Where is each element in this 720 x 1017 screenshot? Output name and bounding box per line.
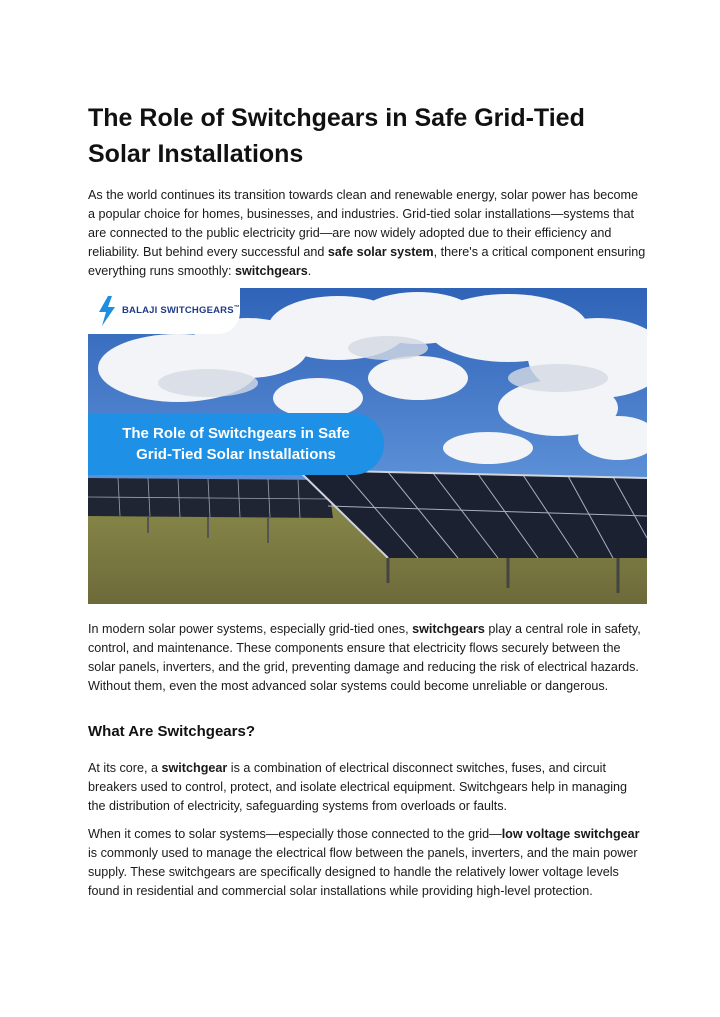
para2-text-1: In modern solar power systems, especially grid-tied ones, — [88, 622, 413, 636]
paragraph-definition — [88, 759, 648, 816]
intro-text-3: . — [307, 264, 312, 278]
para3-text-1: At its core, a — [88, 761, 162, 775]
banner-line-1: The Role of Switchgears in Safe — [122, 425, 350, 442]
intro-bold-switchgears: switchgears — [235, 264, 308, 278]
para4-bold-low-voltage-switchgear: low voltage switchgear — [501, 827, 640, 841]
paragraph-role — [88, 620, 648, 696]
brand-name: BALAJI SWITCHGEARS™ — [121, 305, 240, 317]
brand-logo — [88, 288, 240, 334]
para3-bold-switchgear: switchgear — [161, 761, 228, 775]
intro-text-2: , there's a critical component ensuring everything runs smoothly: — [88, 245, 646, 278]
section-heading: What Are Switchgears? — [88, 723, 255, 740]
para4-text-1: When it comes to solar systems—especially those connected to the grid— — [88, 827, 502, 841]
lightning-logo-icon — [96, 296, 118, 326]
banner-line-2: Grid-Tied Solar Installations — [136, 446, 336, 463]
page-title: The Role of Switchgears in Safe Grid-Tied Solar Installations — [88, 104, 585, 168]
para2-bold-switchgears: switchgears — [412, 622, 485, 636]
intro-text-1: As the world continues its transition towards clean and renewable energy, solar power has become a popular choice for homes, businesses, and industries. Grid-tied solar installations—systems that are connected to the public electricity grid—are now widely adopted due to their efficiency and reliability. But behind every successful and — [88, 188, 638, 259]
para3-text-2: is a combination of electrical disconnect switches, fuses, and circuit breakers used to control, protect, and isolate electrical equipment. Switchgears help in managing the distribution of electricity, safeguarding systems from overloads or faults. — [88, 761, 628, 813]
paragraph-low-voltage — [88, 825, 648, 901]
hero-image — [88, 288, 647, 604]
para2-text-2: play a central role in safety, control, and maintenance. These components ensure that electricity flows securely between the solar panels, inverters, and the grid, preventing damage and reducing the risk of electrical hazards. Without them, even the most advanced solar systems could become unreliable or dangerous. — [88, 622, 641, 693]
intro-bold-safe-solar-system: safe solar system — [327, 245, 434, 259]
hero-banner — [88, 413, 384, 475]
intro-paragraph — [88, 186, 648, 281]
para4-text-2: is commonly used to manage the electrical flow between the panels, inverters, and the main power supply. These switchgears are specifically designed to handle the relatively lower voltage levels found in residential and commercial solar installations while providing high-level protection. — [88, 846, 638, 898]
